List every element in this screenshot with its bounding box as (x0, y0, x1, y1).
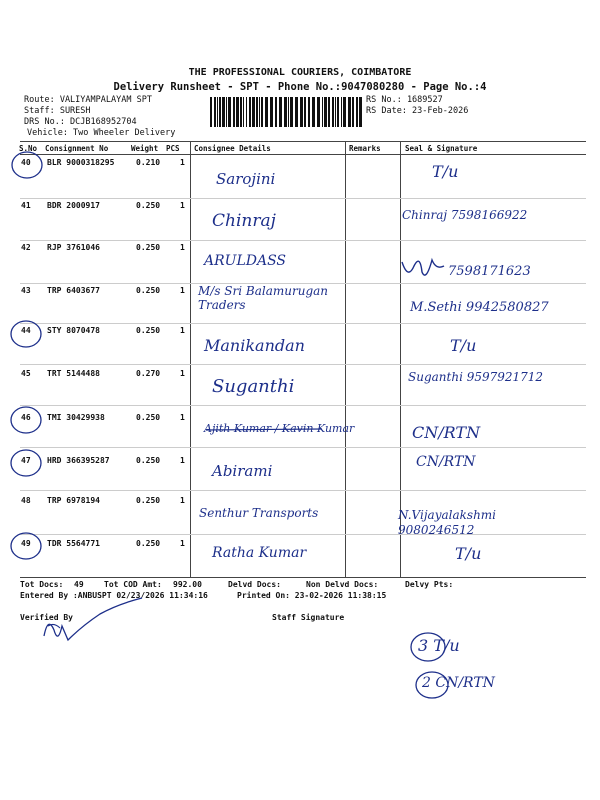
row-sno: 40 (21, 158, 31, 167)
remarks-divider (345, 141, 346, 577)
row-weight: 0.250 (136, 456, 161, 465)
column-consignment: Consignment No (45, 144, 109, 153)
row-pcs: 1 (180, 326, 185, 335)
row-weight: 0.250 (136, 539, 161, 548)
vehicle-label: Vehicle: Two Wheeler Delivery (27, 128, 176, 138)
total-docs-value: 49 (74, 580, 84, 589)
row-weight: 0.210 (136, 158, 161, 167)
row-seal-handwriting: Chinraj 7598166922 (402, 208, 528, 222)
row-divider (20, 447, 586, 448)
rs-date: RS Date: 23-Feb-2026 (366, 106, 469, 116)
row-seal-handwriting: T/u (432, 162, 459, 181)
row-divider (20, 323, 586, 324)
row-seal-handwriting: M.Sethi 9942580827 (410, 300, 549, 315)
signature-scribble-icon (398, 252, 448, 284)
row-seal-handwriting: T/u (450, 336, 477, 355)
row-pcs: 1 (180, 286, 185, 295)
row-divider (20, 364, 586, 365)
row-pcs: 1 (180, 158, 185, 167)
row-pcs: 1 (180, 496, 185, 505)
row-consignee-handwriting: Manikandan (204, 336, 305, 355)
row-weight: 0.250 (136, 286, 161, 295)
circle-mark-icon (10, 149, 44, 181)
row-seal-handwriting: Suganthi 9597921712 (408, 370, 544, 384)
company-title: THE PROFESSIONAL COURIERS, COIMBATORE (188, 67, 412, 78)
row-divider (20, 534, 586, 535)
row-consignment: TDR 5564771 (47, 539, 100, 548)
table-header-border (20, 154, 586, 155)
row-consignment: TRT 5144488 (47, 369, 100, 378)
row-pcs: 1 (180, 456, 185, 465)
total-cod-label: Tot COD Amt: (104, 580, 162, 589)
row-divider (20, 198, 586, 199)
row-consignee-handwriting: M/s Sri Balamurugan Traders (198, 284, 329, 312)
circle-mark-icon (8, 404, 42, 436)
summary-note-returned: 2 CN/RTN (422, 675, 495, 691)
row-weight: 0.250 (136, 413, 161, 422)
row-sno: 49 (21, 539, 31, 548)
row-sno: 42 (21, 243, 31, 252)
row-weight: 0.250 (136, 496, 161, 505)
row-divider (20, 405, 586, 406)
row-seal-handwriting: T/u (455, 544, 482, 563)
total-docs-label: Tot Docs: (20, 580, 64, 589)
drs-number: DRS No.: DCJB168952704 (24, 117, 137, 127)
row-pcs: 1 (180, 243, 185, 252)
row-sno: 44 (21, 326, 31, 335)
row-consignee-handwriting: Chinraj (212, 211, 276, 231)
row-consignee-handwriting: Senthur Transports (199, 506, 319, 520)
row-consignee-handwriting: ARULDASS (204, 253, 287, 269)
circle-mark-icon (8, 447, 42, 479)
row-consignee-handwriting: Suganthi (212, 376, 295, 397)
row-sno: 41 (21, 201, 31, 210)
column-remarks: Remarks (349, 144, 381, 153)
row-sno: 47 (21, 456, 31, 465)
printed-on: Printed On: 23-02-2026 11:38:15 (237, 591, 387, 600)
consignee-divider (190, 141, 191, 577)
delivered-docs-label: Delvd Docs: (228, 580, 281, 589)
row-consignee-handwriting: Sarojini (216, 170, 276, 188)
table-top-border (20, 141, 586, 142)
rs-number: RS No.: 1689527 (366, 95, 443, 105)
verified-by-label: Verified By (20, 613, 73, 622)
entered-by: Entered By :ANBUSPT 02/23/2026 11:34:16 (20, 591, 208, 600)
column-sno: S.No (19, 144, 38, 153)
row-consignment: STY 8070478 (47, 326, 100, 335)
row-consignment: BLR 9000318295 (47, 158, 115, 167)
column-pcs: PCS (166, 144, 180, 153)
barcode-image (210, 97, 364, 127)
strike-through-mark-icon (204, 424, 324, 436)
row-seal-handwriting: 7598171623 (448, 264, 531, 279)
row-divider (20, 490, 586, 491)
verifier-signature-icon (38, 596, 148, 650)
barcode (210, 97, 364, 127)
row-consignment: TRP 6403677 (47, 286, 100, 295)
row-weight: 0.250 (136, 243, 161, 252)
row-pcs: 1 (180, 369, 185, 378)
row-seal-handwriting: CN/RTN (416, 454, 476, 470)
row-weight: 0.250 (136, 201, 161, 210)
row-weight: 0.270 (136, 369, 161, 378)
staff-label: Staff: SURESH (24, 106, 91, 116)
runsheet-title: Delivery Runsheet - SPT - Phone No.:9047080280 - Page No.:4 (113, 81, 487, 93)
table-bottom-border (20, 577, 586, 578)
row-seal-handwriting: CN/RTN (412, 423, 481, 442)
row-pcs: 1 (180, 539, 185, 548)
summary-note-delivered: 3 T/u (418, 636, 460, 655)
circle-mark-icon (8, 530, 42, 562)
row-pcs: 1 (180, 413, 185, 422)
non-delivered-docs-label: Non Delvd Docs: (306, 580, 379, 589)
column-seal-signature: Seal & Signature (405, 144, 478, 153)
row-sno: 43 (21, 286, 31, 295)
row-consignee-handwriting: Ratha Kumar (212, 545, 307, 561)
row-divider (20, 240, 586, 241)
row-pcs: 1 (180, 201, 185, 210)
row-sno: 45 (21, 369, 31, 378)
row-sno: 48 (21, 496, 31, 505)
row-weight: 0.250 (136, 326, 161, 335)
row-seal-handwriting: N.Vijayalakshmi 9080246512 (398, 508, 497, 537)
row-consignee-handwriting: Ajith Kumar / Kavin Kumar (204, 422, 355, 435)
row-consignee-handwriting: Abirami (212, 462, 273, 480)
row-consignment: TMI 30429938 (47, 413, 105, 422)
row-consignment: BDR 2000917 (47, 201, 100, 210)
staff-signature-label: Staff Signature (272, 613, 345, 622)
total-cod-value: 992.00 (173, 580, 202, 589)
circle-mark-icon (8, 318, 42, 350)
delivery-points-label: Delvy Pts: (405, 580, 454, 589)
row-consignment: RJP 3761046 (47, 243, 100, 252)
row-sno: 46 (21, 413, 31, 422)
row-consignment: TRP 6978194 (47, 496, 100, 505)
route-label: Route: VALIYAMPALAYAM SPT (24, 95, 152, 105)
row-consignment: HRD 366395287 (47, 456, 110, 465)
column-consignee: Consignee Details (194, 144, 271, 153)
column-weight: Weight (131, 144, 159, 153)
